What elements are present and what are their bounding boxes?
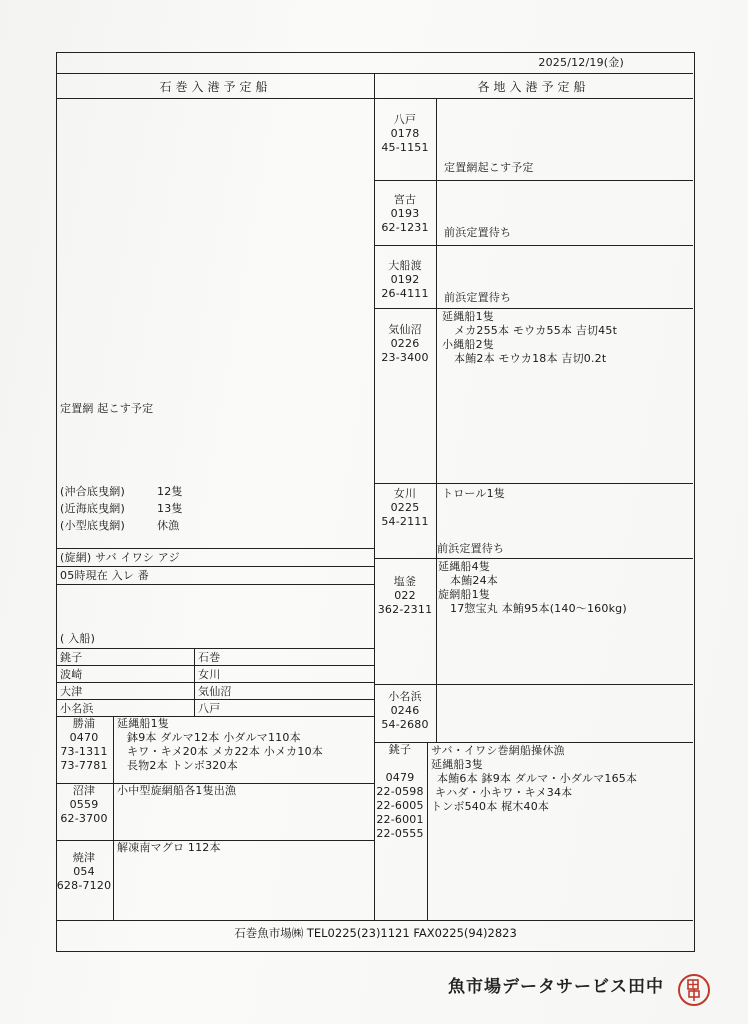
port-phone: 22-0555	[376, 827, 424, 840]
port-phone: 054	[73, 865, 95, 878]
port-phone: 0246	[390, 704, 420, 717]
port-phone: 62-1231	[381, 221, 429, 234]
rule	[436, 98, 437, 742]
incoming-to: 女川	[198, 668, 221, 681]
incoming-to: 八戸	[198, 702, 221, 715]
trawl-value: 13隻	[157, 502, 183, 515]
port-name: 気仙沼	[388, 323, 422, 336]
port-phone: 26-4111	[381, 287, 429, 300]
port-block-choshi	[369, 743, 431, 841]
port-phone: 022	[394, 589, 416, 602]
incoming-to: 気仙沼	[198, 685, 232, 698]
rule	[57, 584, 374, 585]
regional-header: 各地入港予定船	[477, 80, 590, 94]
port-phone: 362-2311	[377, 603, 433, 616]
incoming-from: 小名浜	[60, 702, 94, 715]
trawl-label: (沖合底曳網)	[60, 485, 125, 498]
rule	[57, 566, 374, 567]
port-phone: 0178	[390, 127, 420, 140]
port-note: 鉢9本 ダルマ12本 小ダルマ110本	[127, 731, 301, 744]
port-note: 前浜定置待ち	[444, 291, 512, 304]
port-phone: 0470	[69, 731, 99, 744]
ishinomaki-main-note: 定置網 起こす予定	[60, 402, 154, 415]
port-note: サバ・イワシ巻網船操休漁	[431, 744, 565, 757]
port-note: 延縄船4隻	[438, 560, 490, 573]
footer-contact: 石巻魚市場㈱ TEL0225(23)1121 FAX0225(94)2823	[234, 926, 517, 940]
handwritten-signature: 魚市場データサービス田中	[448, 977, 664, 997]
port-block-ofunato	[374, 259, 436, 301]
rule	[374, 180, 693, 181]
incoming-from: 波崎	[60, 668, 83, 681]
rule	[57, 665, 374, 666]
port-notes-choshi	[431, 744, 637, 814]
port-note: 17惣宝丸 本鮪95本(140～160kg)	[450, 602, 627, 615]
port-phone: 23-3400	[381, 351, 429, 364]
port-note: 小中型旋網船各1隻出漁	[117, 784, 237, 797]
port-note: 延縄船1隻	[117, 717, 169, 730]
port-phone: 62-3700	[60, 812, 108, 825]
port-note: 定置網起こす予定	[444, 161, 534, 174]
port-phone: 0193	[390, 207, 420, 220]
port-name: 女川	[393, 487, 417, 500]
port-name: 銚子	[388, 743, 412, 756]
incoming-from: 大津	[60, 685, 83, 698]
seal-icon	[680, 976, 708, 1004]
port-block-hachinohe	[374, 113, 436, 155]
port-phone: 628-7120	[56, 879, 112, 892]
port-phone: 0192	[390, 273, 420, 286]
port-block-yaizu	[53, 851, 115, 893]
port-notes-katsuura	[117, 717, 323, 773]
port-name: 塩釜	[393, 575, 417, 588]
port-notes-hachinohe	[444, 161, 534, 175]
port-phone: 54-2680	[381, 718, 429, 731]
port-notes-miyako	[444, 226, 511, 240]
report-date: 2025/12/19(金)	[538, 56, 624, 69]
port-notes-onagawa	[442, 487, 505, 501]
port-phone: 73-7781	[60, 759, 108, 772]
port-phone: 54-2111	[381, 515, 429, 528]
trawl-label: (小型底曳網)	[60, 519, 125, 532]
port-notes-kesennuma	[442, 310, 617, 366]
red-seal-stamp	[678, 974, 710, 1006]
port-block-miyako	[374, 193, 436, 235]
port-name: 大船渡	[388, 259, 422, 272]
port-note: 解凍南マグロ 112本	[117, 841, 221, 854]
arrival-schedule-table	[56, 52, 695, 952]
rule	[57, 699, 374, 700]
port-name: 八戸	[393, 113, 417, 126]
port-note: 長物2本 トンボ320本	[127, 759, 238, 772]
port-note: 小縄船2隻	[442, 338, 494, 351]
port-block-kesennuma	[374, 323, 436, 365]
port-block-numazu	[53, 784, 115, 826]
port-name: 焼津	[72, 851, 96, 864]
incoming-to: 石巻	[198, 651, 221, 664]
rule	[194, 648, 195, 716]
port-notes-numazu	[117, 784, 236, 798]
port-phone: 0226	[390, 337, 420, 350]
port-name: 勝浦	[72, 717, 96, 730]
port-note: 前浜定置待ち	[437, 542, 505, 555]
rule	[57, 548, 374, 549]
port-block-katsuura	[53, 717, 115, 773]
incoming-from: 銚子	[60, 651, 83, 664]
rule	[374, 245, 693, 246]
trawl-value: 12隻	[157, 485, 183, 498]
port-note: 前浜定置待ち	[444, 226, 512, 239]
port-note: 本鮪6本 鉢9本 ダルマ・小ダルマ165本	[437, 772, 638, 785]
port-name: 小名浜	[388, 690, 422, 703]
purse-seine-line: (旋網) サバ イワシ アジ	[60, 551, 180, 564]
port-phone: 22-6005	[376, 799, 424, 812]
port-phone: 0225	[390, 501, 420, 514]
ishinomaki-header: 石巻入港予定船	[159, 80, 272, 94]
port-note: キワ・キメ20本 メカ22本 小メカ10本	[127, 745, 323, 758]
trawl-label: (近海底曳網)	[60, 502, 125, 515]
rule	[374, 483, 693, 484]
port-phone: 73-1311	[60, 745, 108, 758]
port-phone: 22-6001	[376, 813, 424, 826]
rule	[57, 920, 693, 921]
port-notes-yaizu	[117, 841, 221, 855]
port-notes-shiogama	[438, 560, 627, 616]
port-block-onahama	[374, 690, 436, 732]
port-phone: 0479	[385, 771, 415, 784]
port-phone: 0559	[69, 798, 99, 811]
port-phone: 22-0598	[376, 785, 424, 798]
port-phone: 45-1151	[381, 141, 429, 154]
port-note: 本鮪2本 モウカ18本 吉切0.2t	[454, 352, 607, 365]
incoming-label: ( 入船)	[60, 632, 96, 645]
port-notes-ofunato	[444, 291, 511, 305]
rule	[374, 684, 693, 685]
port-note: 旋網船1隻	[438, 588, 490, 601]
port-note: キハダ・小キワ・キメ34本	[435, 786, 573, 799]
rule	[57, 648, 374, 649]
arrival-status: 05時現在 入レ 番	[60, 569, 149, 582]
port-name: 沼津	[72, 784, 96, 797]
trawl-value: 休漁	[157, 519, 180, 532]
port-note: トンボ540本 梶木40本	[431, 800, 550, 813]
port-note: 延縄船3隻	[431, 758, 483, 771]
port-note: メカ255本 モウカ55本 吉切45t	[454, 324, 618, 337]
port-note: 延縄船1隻	[442, 310, 494, 323]
port-block-onagawa	[374, 487, 436, 529]
port-name: 宮古	[393, 193, 417, 206]
rule	[57, 682, 374, 683]
port-note: 本鮪24本	[450, 574, 498, 587]
port-note: トロール1隻	[442, 487, 505, 500]
port-block-shiogama	[374, 575, 436, 617]
